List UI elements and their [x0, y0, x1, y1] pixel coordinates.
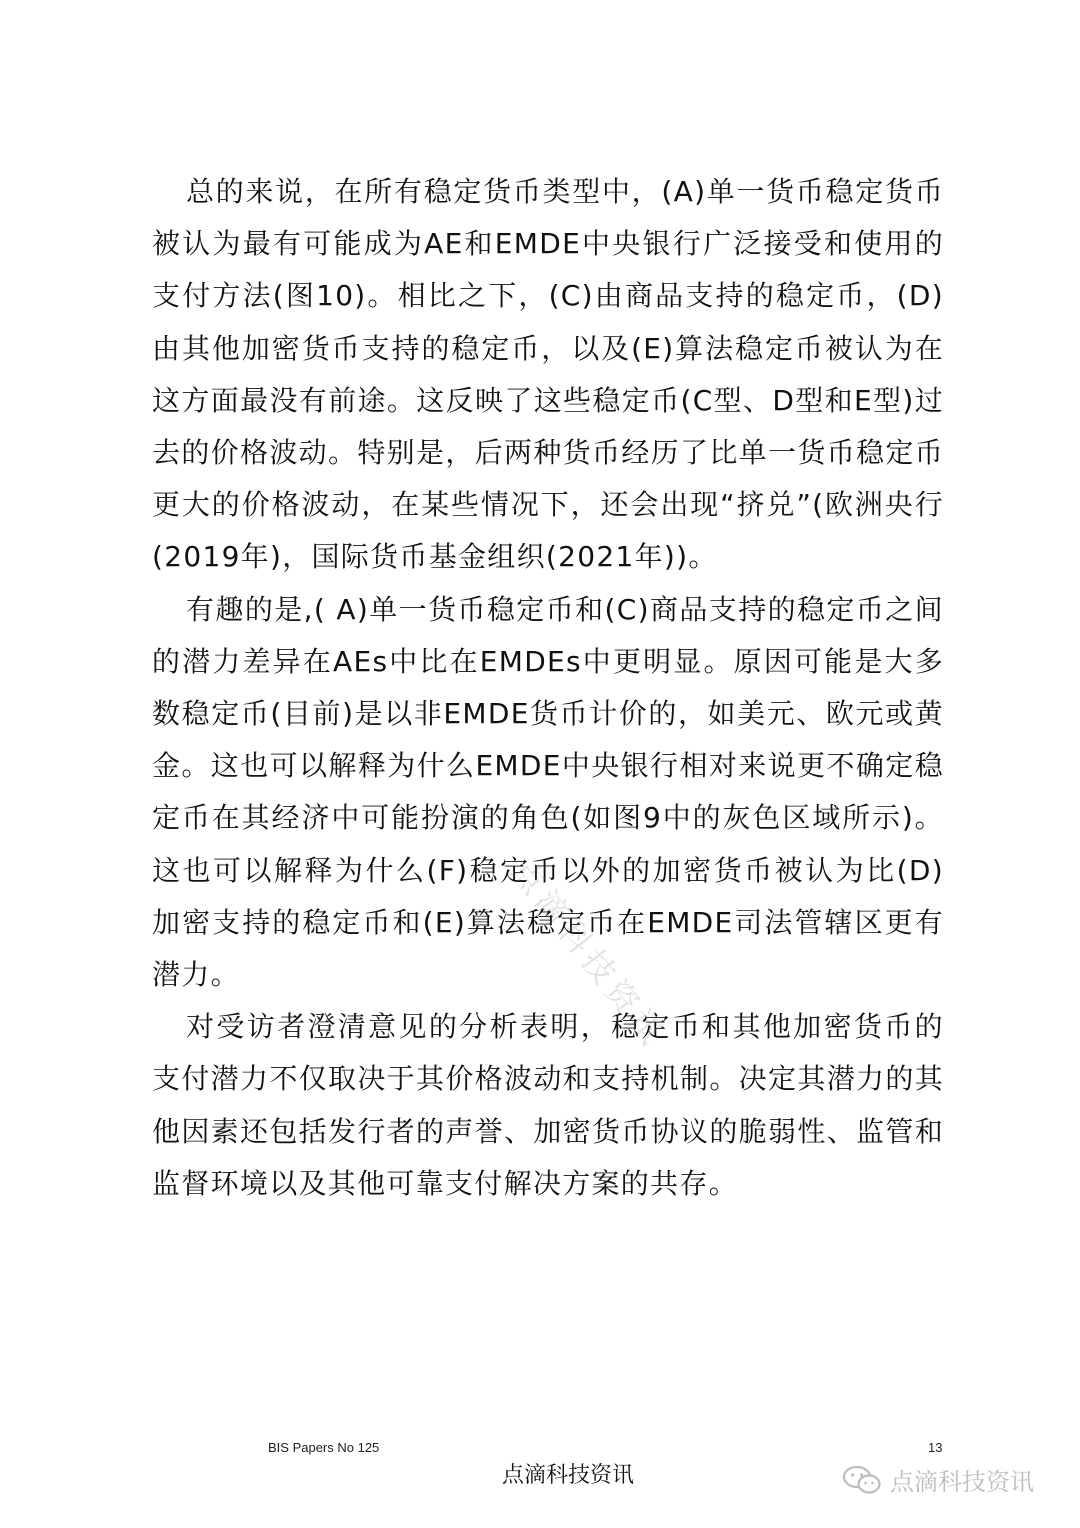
wechat-account-name: 点滴科技资讯 — [890, 1468, 1034, 1496]
paragraph-3: 对受访者澄清意见的分析表明，稳定币和其他加密货币的支付潜力不仅取决于其价格波动和支持机制。决定其潜力的其他因素还包括发行者的声誉、加密货币协议的脆弱性、监管和监督环境以及其他可靠支付解决方案的共存。 — [152, 1010, 944, 1200]
page-number: 13 — [928, 1440, 943, 1455]
watermark-text: 点滴科技资讯 — [503, 852, 674, 1056]
wechat-badge — [842, 1462, 1034, 1497]
paragraph-2: 有趣的是,( A)单一货币稳定币和(C)商品支持的稳定币之间的潜力差异在AEs中比在EMDEs中更明显。原因可能是大多数稳定币(目前)是以非EMDE货币计价的，如美元、欧元或黄金。这也可以解释为什么EMDE中央银行相对来说更不确定稳定币在其经济中可能扮演的角色(如图9中的灰色区域所示)。这也可以解释为什么(F)稳定币以外的加密货币被认为比(D)加密支持的稳定币和(E)算法稳定币在EMDE司法管辖区更有潜力。 — [152, 592, 944, 992]
footer-publication: BIS Papers No 125 — [268, 1440, 380, 1455]
wechat-icon — [842, 1465, 882, 1495]
body-text — [152, 166, 944, 1210]
footer-brand: 点滴科技资讯 — [502, 1463, 635, 1488]
paragraph-1: 总的来说，在所有稳定货币类型中，(A)单一货币稳定货币被认为最有可能成为AE和EMDE中央银行广泛接受和使用的支付方法(图10)。相比之下，(C)由商品支持的稳定币，(D)由其他加密货币支持的稳定币，以及(E)算法稳定币被认为在这方面最没有前途。这反映了这些稳定币(C型、D型和E型)过去的价格波动。特别是，后两种货币经历了比单一货币稳定币更大的价格波动，在某些情况下，还会出现“挤兑”(欧洲央行(2019年)，国际货币基金组织(2021年))。 — [152, 175, 944, 574]
